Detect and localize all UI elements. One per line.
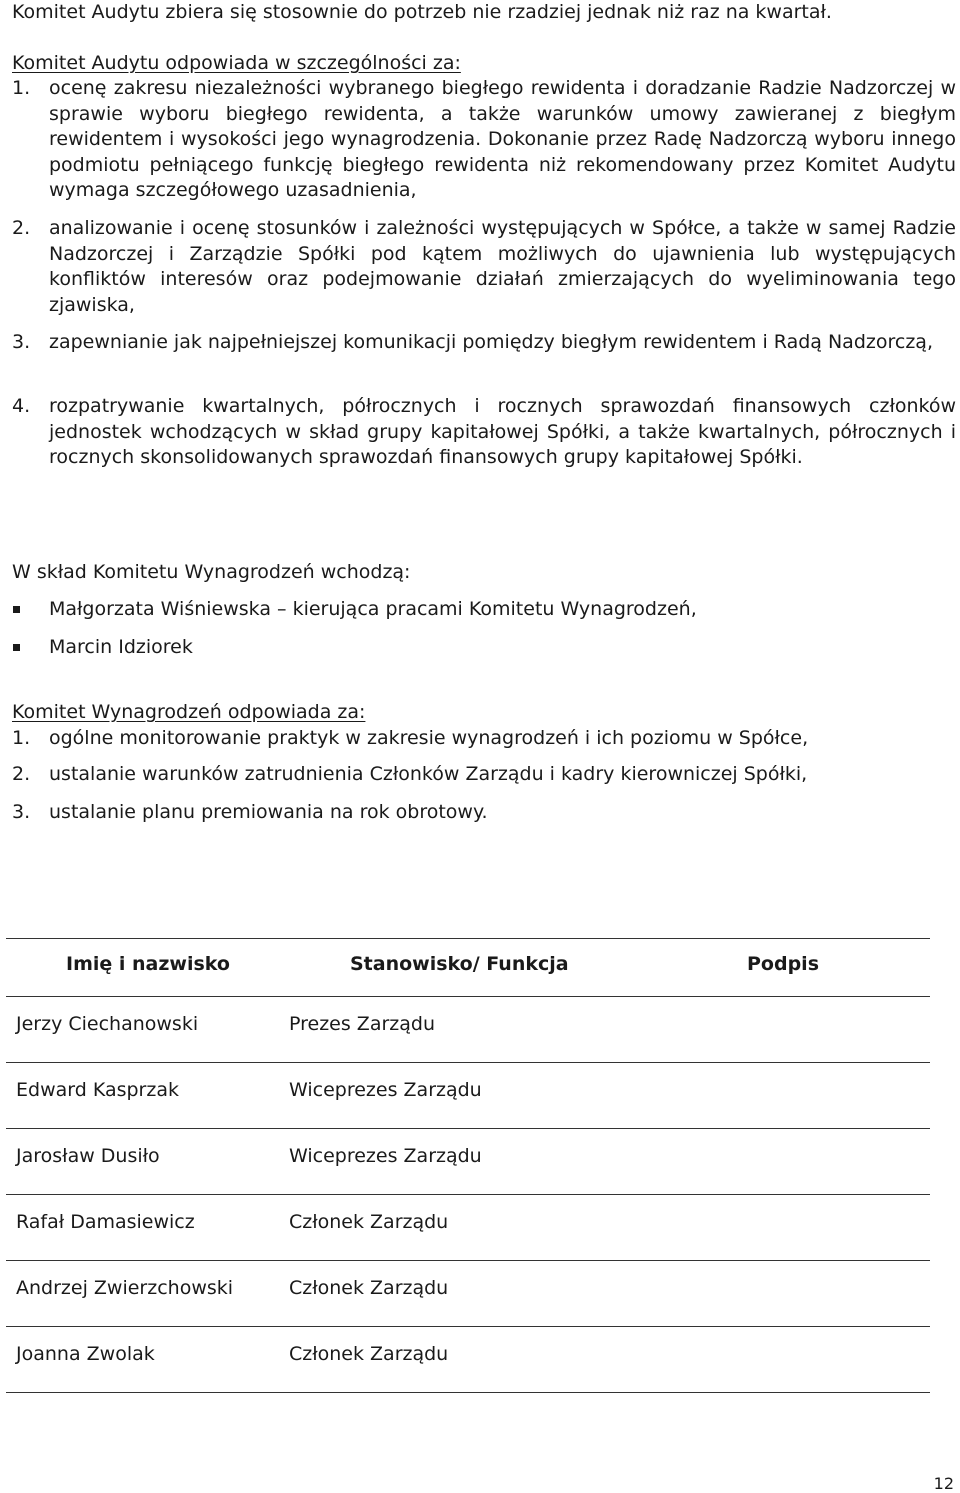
square-bullet-icon xyxy=(13,606,20,613)
list-text: rozpatrywanie kwartalnych, półrocznych i rocznych sprawozdań finansowych członków jednostek wchodzących w skład grupy kapitałowej Spółki, a także kwartalnych, półrocznych i rocznych skonsolidowanych sprawozdań finansowych grupy kapitałowej Spółki. xyxy=(49,395,956,468)
row-5-position: Członek Zarządu xyxy=(289,1277,449,1299)
audit-item-4 xyxy=(12,394,956,471)
table-divider xyxy=(6,938,930,939)
audit-item-2 xyxy=(12,216,956,318)
list-number: 4. xyxy=(12,395,31,417)
row-6-name: Joanna Zwolak xyxy=(16,1343,155,1365)
list-number: 1. xyxy=(12,727,31,749)
table-divider xyxy=(6,1392,930,1393)
row-1-name: Jerzy Ciechanowski xyxy=(16,1013,199,1035)
remuneration-members-heading: W skład Komitetu Wynagrodzeń wchodzą: xyxy=(12,561,411,583)
page-number: 12 xyxy=(933,1474,954,1493)
row-1-position: Prezes Zarządu xyxy=(289,1013,435,1035)
list-number: 2. xyxy=(12,763,31,785)
audit-committee-heading: Komitet Audytu odpowiada w szczególności za: xyxy=(12,52,461,74)
square-bullet-icon xyxy=(13,644,20,651)
header-position: Stanowisko/ Funkcja xyxy=(350,953,569,975)
member-text: Małgorzata Wiśniewska – kierująca pracami Komitetu Wynagrodzeń, xyxy=(49,598,697,620)
intro-paragraph: Komitet Audytu zbiera się stosownie do potrzeb nie rzadziej jednak niż raz na kwartał. xyxy=(12,1,832,23)
row-5-name: Andrzej Zwierzchowski xyxy=(16,1277,234,1299)
table-divider xyxy=(6,1128,930,1129)
row-2-name: Edward Kasprzak xyxy=(16,1079,179,1101)
remuneration-item-1 xyxy=(12,726,956,752)
member-text: Marcin Idziorek xyxy=(49,636,193,658)
list-text: ogólne monitorowanie praktyk w zakresie wynagrodzeń i ich poziomu w Spółce, xyxy=(49,727,809,749)
list-text: ustalanie warunków zatrudnienia Członków Zarządu i kadry kierowniczej Spółki, xyxy=(49,763,808,785)
table-divider xyxy=(6,1260,930,1261)
row-3-position: Wiceprezes Zarządu xyxy=(289,1145,482,1167)
list-text: ocenę zakresu niezależności wybranego biegłego rewidenta i doradzanie Radzie Nadzorczej w sprawie wyboru biegłego rewidenta, a także warunków umowy zawieranej z biegłym rewidentem i wysokości jego wynagrodzenia. Dokonanie przez Radę Nadzorczą wyboru innego podmiotu pełniącego funkcję biegłego rewidenta niż rekomendowany przez Komitet Audytu wymaga szczegółowego uzasadnienia, xyxy=(49,77,956,201)
row-4-position: Członek Zarządu xyxy=(289,1211,449,1233)
list-text: zapewnianie jak najpełniejszej komunikacji pomiędzy biegłym rewidentem i Radą Nadzorczą, xyxy=(49,331,933,353)
row-6-position: Członek Zarządu xyxy=(289,1343,449,1365)
row-4-name: Rafał Damasiewicz xyxy=(16,1211,195,1233)
table-divider xyxy=(6,1326,930,1327)
member-item-2 xyxy=(12,635,956,661)
audit-item-1 xyxy=(12,76,956,204)
list-text: analizowanie i ocenę stosunków i zależności występujących w Spółce, a także w samej Radzie Nadzorczej i Zarządzie Spółki pod kątem możliwych do ujawnienia lub występujących konfliktów interesów oraz podejmowanie działań zmierzających do wyeliminowania tego zjawiska, xyxy=(49,217,956,316)
table-divider xyxy=(6,1062,930,1063)
table-divider xyxy=(6,1194,930,1195)
list-number: 2. xyxy=(12,217,31,239)
remuneration-item-3 xyxy=(12,800,956,826)
member-item-1 xyxy=(12,597,956,623)
list-number: 3. xyxy=(12,331,31,353)
remuneration-committee-heading: Komitet Wynagrodzeń odpowiada za: xyxy=(12,701,366,723)
list-text: ustalanie planu premiowania na rok obrotowy. xyxy=(49,801,488,823)
list-number: 1. xyxy=(12,77,31,99)
audit-item-3 xyxy=(12,330,956,356)
row-2-position: Wiceprezes Zarządu xyxy=(289,1079,482,1101)
list-number: 3. xyxy=(12,801,31,823)
table-divider xyxy=(6,996,930,997)
header-name: Imię i nazwisko xyxy=(66,953,230,975)
remuneration-item-2 xyxy=(12,762,956,788)
header-signature: Podpis xyxy=(747,953,820,975)
row-3-name: Jarosław Dusiło xyxy=(16,1145,160,1167)
